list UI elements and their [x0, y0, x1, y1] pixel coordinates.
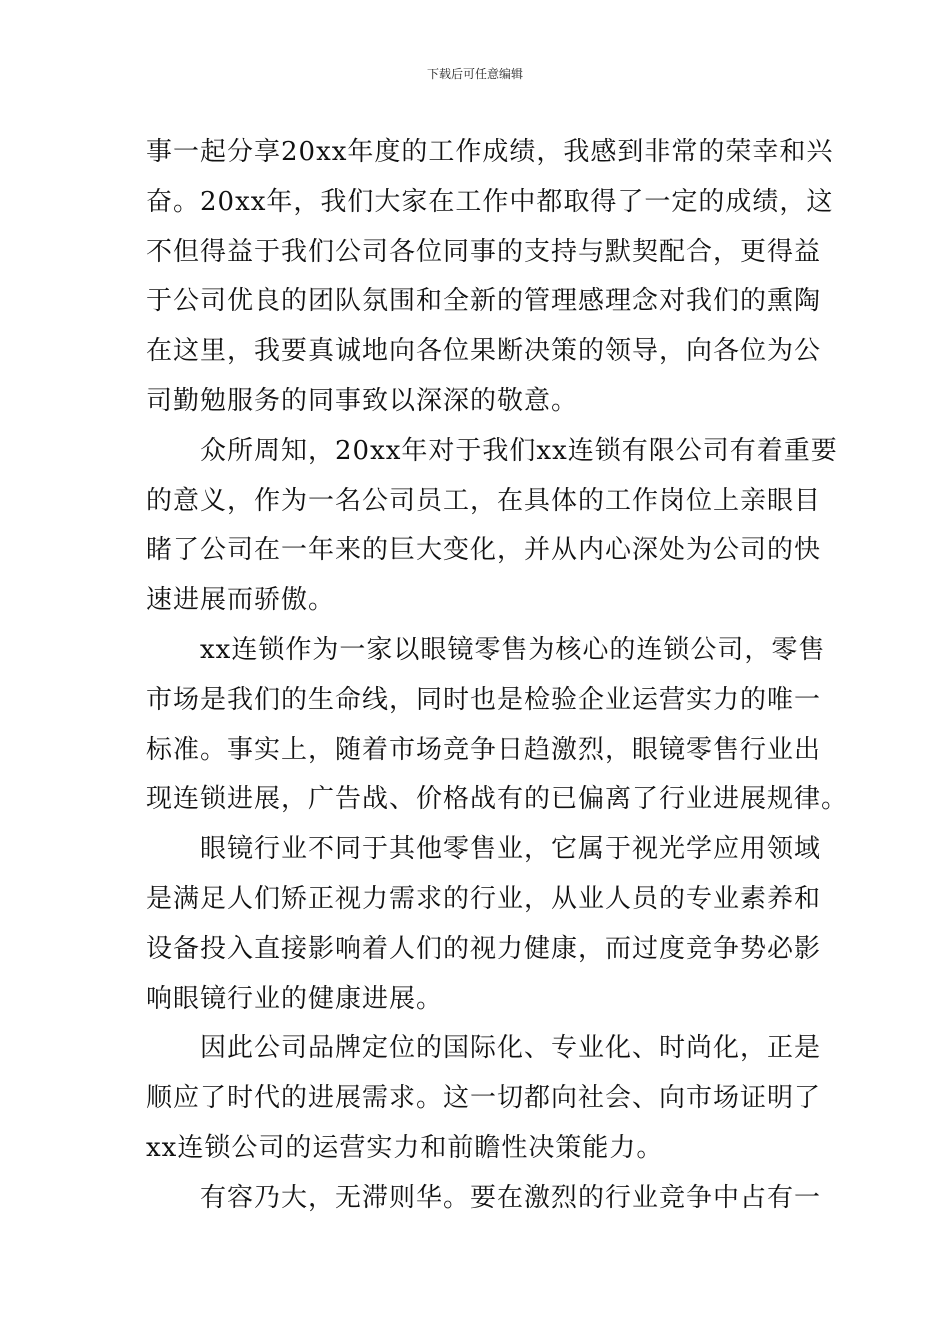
text-line: xx连锁作为一家以眼镜零售为核心的连锁公司，零售	[200, 634, 826, 665]
text-line: 司勤勉服务的同事致以深深的敬意。	[146, 385, 579, 416]
text-line: 设备投入直接影响着人们的视力健康，而过度竞争势必影	[146, 933, 822, 964]
text-line: xx连锁公司的运营实力和前瞻性决策能力。	[146, 1132, 664, 1163]
text-line: 在这里，我要真诚地向各位果断决策的领导，向各位为公	[146, 336, 822, 367]
text-line: 标准。事实上，随着市场竞争日趋激烈，眼镜零售行业出	[146, 734, 822, 765]
text-line: 有容乃大，无滞则华。要在激烈的行业竞争中占有一	[200, 1182, 822, 1213]
text-line: 速进展而骄傲。	[146, 585, 336, 616]
text-line: 顺应了时代的进展需求。这一切都向社会、向市场证明了	[146, 1083, 822, 1114]
text-line: 是满足人们矫正视力需求的行业，从业人员的专业素养和	[146, 883, 822, 914]
text-line: 不但得益于我们公司各位同事的支持与默契配合，更得益	[146, 236, 822, 267]
text-line: 的意义，作为一名公司员工，在具体的工作岗位上亲眼目	[146, 485, 822, 516]
text-line: 众所周知，20xx年对于我们xx连锁有限公司有着重要	[200, 435, 838, 466]
text-line: 因此公司品牌定位的国际化、专业化、时尚化，正是	[200, 1033, 822, 1064]
page-header: 下载后可任意编辑	[426, 67, 523, 81]
text-line: 奋。20xx年，我们大家在工作中都取得了一定的成绩，这	[146, 186, 834, 217]
text-line: 事一起分享20xx年度的工作成绩，我感到非常的荣幸和兴	[146, 137, 834, 167]
text-line: 眼镜行业不同于其他零售业，它属于视光学应用领域	[200, 834, 822, 865]
text-line: 于公司优良的团队氛围和全新的管理感理念对我们的熏陶	[146, 286, 822, 317]
text-line: 响眼镜行业的健康进展。	[146, 983, 444, 1014]
text-line: 睹了公司在一年来的巨大变化，并从内心深处为公司的快	[146, 535, 822, 566]
text-line: 市场是我们的生命线，同时也是检验企业运营实力的唯一	[146, 684, 822, 715]
document-body	[146, 128, 849, 1224]
text-line: 现连锁进展，广告战、价格战有的已偏离了行业进展规律。	[146, 784, 849, 815]
